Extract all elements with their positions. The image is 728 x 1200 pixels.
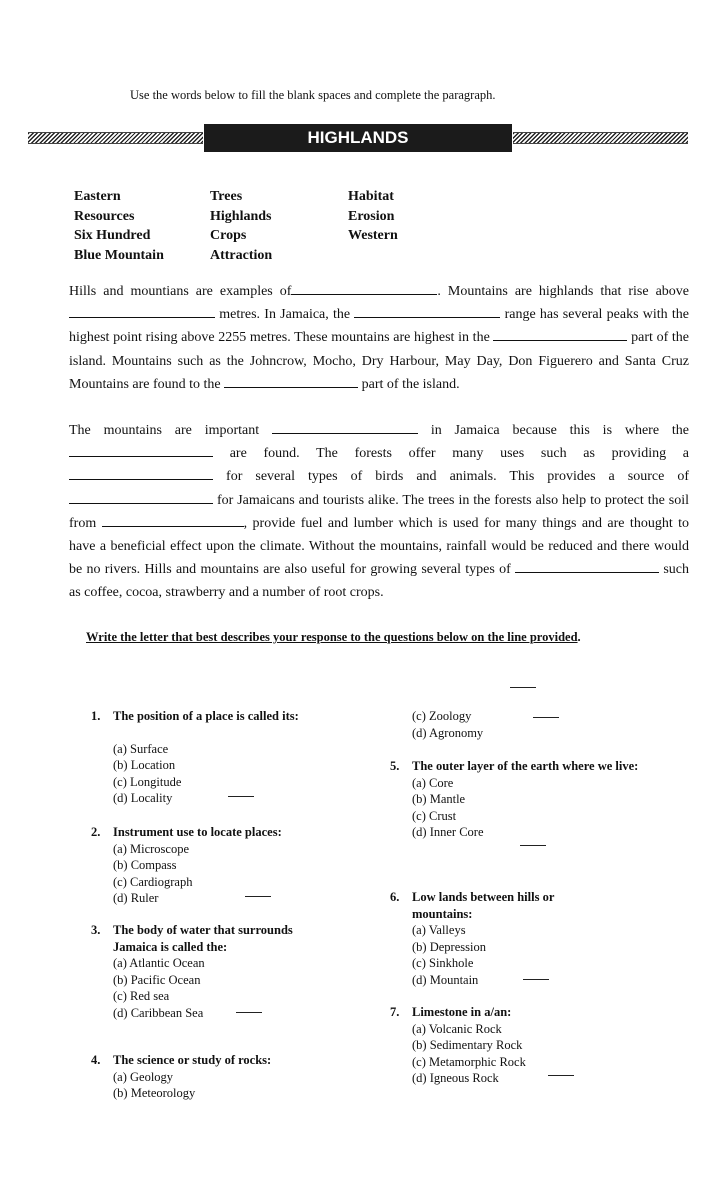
word-bank-item: Crops — [210, 228, 247, 243]
paragraph-2 — [69, 419, 689, 605]
question-instructions-end: . — [577, 630, 581, 644]
question-title: The position of a place is called its: — [113, 709, 299, 723]
question-6 — [390, 889, 602, 988]
fill-blank[interactable] — [224, 375, 358, 388]
paragraph-text: for Jamaicans and tourists alike. The trees in the forests also help to protect the soil from — [69, 492, 689, 531]
word-bank-item: Eastern — [74, 189, 121, 204]
word-bank-item: Resources — [74, 208, 135, 224]
instructions: Use the words below to fill the blank spaces and complete the paragraph. — [130, 88, 496, 102]
answer-line[interactable] — [533, 717, 559, 718]
answer-line[interactable] — [236, 1012, 262, 1013]
fill-blank[interactable] — [69, 444, 213, 457]
question-number: 2. — [91, 825, 101, 839]
fill-blank[interactable] — [354, 305, 500, 318]
question-number: 4. — [91, 1053, 101, 1067]
option-d: (d) Ruler — [113, 891, 159, 905]
word-bank-item: Trees — [210, 189, 243, 204]
option-d: (d) Locality — [113, 791, 173, 805]
option-c: (c) Longitude — [113, 774, 182, 789]
fill-blank[interactable] — [493, 328, 627, 341]
question-title: The outer layer of the earth where we live: — [412, 759, 639, 773]
word-bank-item: Attraction — [210, 247, 273, 263]
option-b: (b) Depression — [412, 939, 486, 954]
paragraph-text: are found. The forests offer many uses such as providing a — [229, 446, 690, 462]
paragraph-text: in Jamaica because this is where the — [430, 423, 690, 438]
option-d: (d) Igneous Rock — [412, 1071, 499, 1085]
fill-blank[interactable] — [272, 421, 418, 434]
option-d: (d) Agronomy — [412, 725, 484, 740]
question-number: 1. — [91, 709, 101, 723]
question-number: 5. — [390, 759, 400, 773]
paragraph-text: range has several peaks with the highest point rising above 2255 metres. These mountains are highest in the — [69, 307, 690, 346]
option-a: (a) Geology — [113, 1069, 174, 1084]
question-number: 3. — [91, 923, 101, 937]
word-bank-item: Blue Mountain — [74, 247, 164, 263]
word-bank — [74, 188, 454, 265]
option-a: (a) Atlantic Ocean — [113, 956, 205, 970]
word-bank-item: Six Hundred — [74, 228, 151, 243]
option-b: (b) Meteorology — [113, 1086, 196, 1100]
paragraph-text: metres. In Jamaica, the — [219, 307, 351, 323]
paragraph-text: Hills and mountians are examples of — [69, 284, 292, 299]
fill-blank[interactable] — [102, 514, 244, 527]
option-a: (a) Microscope — [113, 841, 190, 856]
question-5 — [390, 758, 652, 841]
answer-line[interactable] — [510, 687, 536, 688]
question-instructions-text: Write the letter that best describes your response to the questions below on the line provided — [86, 630, 578, 644]
answer-line[interactable] — [245, 896, 271, 897]
option-d: (d) Inner Core — [412, 825, 484, 839]
option-b: (b) Mantle — [412, 792, 466, 806]
question-title: The body of water that surrounds Jamaica is called the: — [113, 923, 293, 954]
paragraph-1 — [69, 280, 689, 396]
banner-hatch-left — [28, 132, 203, 144]
option-c: (c) Metamorphic Rock — [412, 1054, 526, 1069]
option-b: (b) Location — [113, 758, 176, 772]
paragraph-text: The mountains are important — [69, 423, 260, 438]
option-c: (c) Zoology — [412, 709, 472, 723]
highlands-banner — [28, 124, 688, 154]
word-bank-item: Highlands — [210, 208, 272, 224]
question-4 — [91, 1052, 272, 1102]
option-a: (a) Valleys — [412, 923, 466, 937]
question-title: The science or study of rocks: — [113, 1053, 272, 1067]
answer-line[interactable] — [520, 845, 546, 846]
word-bank-item: Western — [348, 228, 398, 243]
question-7 — [390, 1004, 526, 1087]
paragraph-text: . Mountains are highlands that rise above — [437, 284, 689, 299]
question-title: Low lands between hills or mountains: — [412, 890, 555, 921]
option-a: (a) Volcanic Rock — [412, 1021, 502, 1036]
answer-line[interactable] — [548, 1075, 574, 1076]
option-c: (c) Crust — [412, 808, 457, 823]
question-3 — [91, 922, 333, 1021]
option-c: (c) Red sea — [113, 989, 170, 1003]
question-instructions — [86, 630, 606, 645]
question-4-continued — [412, 708, 483, 741]
fill-blank[interactable] — [69, 467, 213, 480]
fill-blank[interactable] — [69, 305, 215, 318]
banner-title: HIGHLANDS — [204, 124, 512, 152]
paragraph-text: part of the island. Mountains such as the Johncrow, Mocho, Dry Harbour, May Day, Don Figuerero and Santa Cruz Mountains are found to the — [69, 330, 689, 392]
paragraph-text: for several types of birds and animals. This provides a source of — [226, 469, 690, 485]
option-c: (c) Cardiograph — [113, 874, 193, 889]
fill-blank[interactable] — [69, 491, 213, 504]
question-title: Limestone in a/an: — [412, 1005, 512, 1019]
answer-line[interactable] — [523, 979, 549, 980]
option-a: (a) Surface — [113, 741, 169, 756]
option-d: (d) Mountain — [412, 972, 479, 987]
option-c: (c) Sinkhole — [412, 956, 474, 970]
fill-blank[interactable] — [515, 560, 659, 573]
fill-blank[interactable] — [291, 282, 437, 295]
word-bank-item: Erosion — [348, 208, 395, 224]
question-number: 7. — [390, 1005, 400, 1019]
option-b: (b) Compass — [113, 858, 177, 872]
answer-line[interactable] — [228, 796, 254, 797]
option-b: (b) Pacific Ocean — [113, 972, 201, 987]
paragraph-text: part of the island. — [361, 376, 460, 392]
question-title: Instrument use to locate places: — [113, 825, 282, 839]
question-1 — [91, 708, 299, 807]
paragraph-text: such as coffee, cocoa, strawberry and a number of root crops. — [69, 562, 690, 601]
banner-hatch-right — [513, 132, 688, 144]
question-2 — [91, 824, 282, 907]
option-a: (a) Core — [412, 775, 454, 790]
paragraph-text: , provide fuel and lumber which is used for many things and are thought to have a beneficial effect upon the climate. Without the mountains, rainfall would be reduced and there would be no rivers. Hills and mountains are also useful for growing several types of — [69, 515, 689, 578]
option-b: (b) Sedimentary Rock — [412, 1038, 523, 1052]
question-number: 6. — [390, 890, 400, 904]
option-d: (d) Caribbean Sea — [113, 1005, 204, 1020]
word-bank-item: Habitat — [348, 189, 394, 204]
